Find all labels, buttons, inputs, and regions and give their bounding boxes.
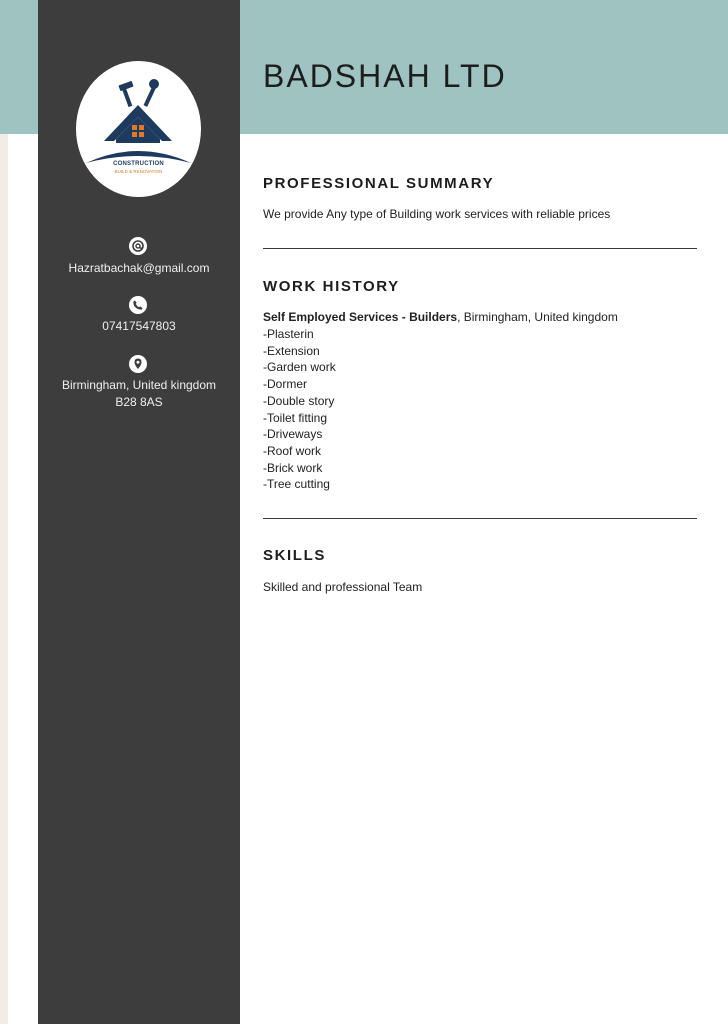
email-text[interactable]: Hazratbachak@gmail.com <box>68 261 210 275</box>
list-item: -Tree cutting <box>263 477 330 492</box>
phone-text[interactable]: 07417547803 <box>102 319 176 333</box>
list-item: -Roof work <box>263 443 322 458</box>
employer-line <box>263 309 618 326</box>
list-item: -Garden work <box>263 360 336 375</box>
company-logo <box>76 61 201 197</box>
list-item: -Extension <box>263 343 320 358</box>
at-icon <box>129 237 147 255</box>
summary-heading: PROFESSIONAL SUMMARY <box>263 175 495 192</box>
company-name: BADSHAH LTD <box>263 58 507 94</box>
employer-location: , Birmingham, United kingdom <box>457 310 618 324</box>
house-tools-logo-icon <box>76 61 201 197</box>
address-line-2: B28 8AS <box>115 395 163 409</box>
summary-text: We provide Any type of Building work services with reliable prices <box>263 207 611 221</box>
phone-icon <box>129 296 147 314</box>
divider <box>263 248 697 249</box>
divider <box>263 518 697 519</box>
skills-text: Skilled and professional Team <box>263 580 423 594</box>
list-item: -Brick work <box>263 460 323 475</box>
list-item: -Plasterin <box>263 327 314 341</box>
skills-heading: SKILLS <box>263 547 326 564</box>
address-line-1: Birmingham, United kingdom <box>61 378 217 392</box>
location-pin-icon <box>129 355 147 373</box>
list-item: -Driveways <box>263 427 323 442</box>
list-item: -Dormer <box>263 377 307 392</box>
list-item: -Double story <box>263 393 335 408</box>
logo-line-2: BUILD & RENOVATION <box>114 169 163 174</box>
list-item: -Toilet fitting <box>263 410 328 425</box>
sidebar <box>38 0 240 1024</box>
logo-line-1: CONSTRUCTION <box>113 161 164 167</box>
employer-name: Self Employed Services - Builders <box>263 310 458 324</box>
page-edge <box>0 134 8 1024</box>
work-history-heading: WORK HISTORY <box>263 278 400 295</box>
duties-list <box>263 326 336 493</box>
